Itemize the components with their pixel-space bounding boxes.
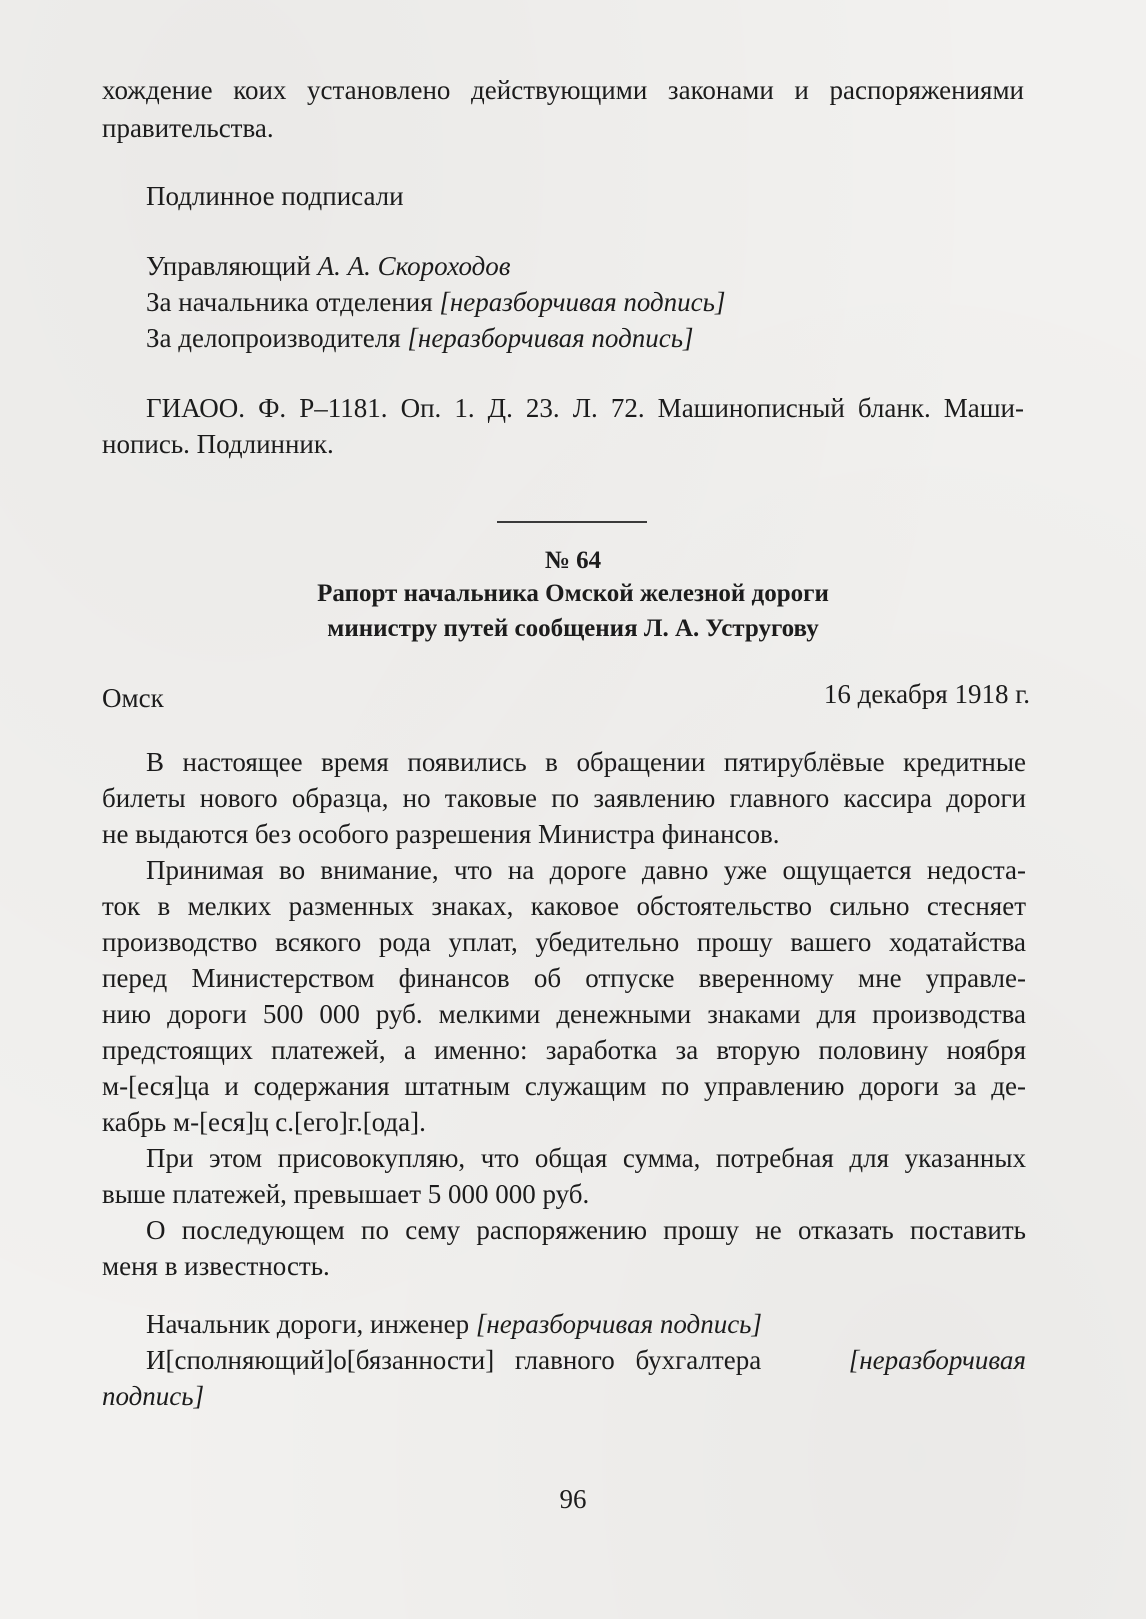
signature-line-accountant [146, 1342, 1026, 1378]
paragraph-line: выше платежей, превышает 5 000 000 руб. [102, 1179, 590, 1209]
signature-line-clerk [146, 320, 694, 356]
accountant-signature-part2 [102, 1378, 204, 1414]
paragraph-line: меня в известность. [102, 1251, 330, 1281]
paragraph-line: нию дороги 500 000 руб. мелкими денежными знаками для производства [102, 999, 1026, 1029]
signature-line-dept-head [146, 284, 725, 320]
section-divider [497, 521, 647, 523]
document-title-line-1: Рапорт начальника Омской железной дороги [317, 580, 829, 607]
chief-role: Начальник дороги, инженер [146, 1309, 476, 1339]
source-reference: ГИАОО. Ф. Р–1181. Оп. 1. Д. 23. Л. 72. Машинописный бланк. Маши- [146, 393, 1024, 423]
document-number: № 64 [544, 547, 602, 574]
clerk-signature: [неразборчивая подпись] [407, 323, 694, 353]
dept-head-role: За начальника отделения [146, 287, 440, 317]
signature-line-manager [146, 248, 510, 284]
manager-role: Управляющий [146, 251, 318, 281]
paragraph-line: В настоящее время появились в обращении пятирублёвые кредитные [146, 747, 1026, 777]
document-date: 16 декабря 1918 г. [823, 679, 1030, 709]
source-reference-cont: нопись. Подлинник. [102, 429, 334, 459]
document-title-line-2: министру путей сообщения Л. А. Устругову [327, 615, 819, 642]
paragraph-line: О последующем по сему распоряжению прошу не отказать поставить [146, 1215, 1026, 1245]
signature-line-chief [146, 1306, 762, 1342]
paragraph-line: перед Министерством финансов об отпуске вверенному мне управле- [102, 963, 1026, 993]
paragraph-line: билеты нового образца, но таковые по заявлению главного кассира дороги [102, 783, 1026, 813]
text-line: хождение коих установлено действующими законами и распоряжениями [102, 75, 1024, 105]
chief-signature: [неразборчивая подпись] [475, 1309, 762, 1339]
clerk-role: За делопроизводителя [146, 323, 408, 353]
accountant-signature-text: подпись] [102, 1381, 205, 1411]
accountant-role: И[сполняющий]о[бязанности] главного бухгалтера [146, 1345, 762, 1375]
document-place: Омск [102, 683, 164, 713]
text-line: правительства. [102, 113, 274, 143]
dept-head-signature: [неразборчивая подпись] [439, 287, 726, 317]
paragraph-line: кабрь м-[еся]ц с.[его]г.[ода]. [102, 1107, 426, 1137]
paragraph-line: производство всякого рода уплат, убедительно прошу вашего ходатайства [102, 927, 1026, 957]
page-number: 96 [559, 1484, 587, 1514]
paragraph-line: предстоящих платежей, а именно: заработка за вторую половину ноября [102, 1035, 1026, 1065]
manager-name: А. А. Скороходов [317, 251, 511, 281]
paragraph-line: ток в мелких разменных знаках, каковое обстоятельство сильно стесняет [102, 891, 1026, 921]
paragraph-line: При этом присовокупляю, что общая сумма, потребная для указанных [146, 1143, 1026, 1173]
paragraph-line: Принимая во внимание, что на дороге давно уже ощущается недоста- [146, 855, 1026, 885]
paragraph-line: не выдаются без особого разрешения Министра финансов. [102, 819, 780, 849]
paragraph-line: м-[еся]ца и содержания штатным служащим по управлению дороги за де- [102, 1071, 1026, 1101]
signed-heading: Подлинное подписали [146, 181, 404, 211]
accountant-signature-part1: [неразборчивая [848, 1345, 1026, 1375]
